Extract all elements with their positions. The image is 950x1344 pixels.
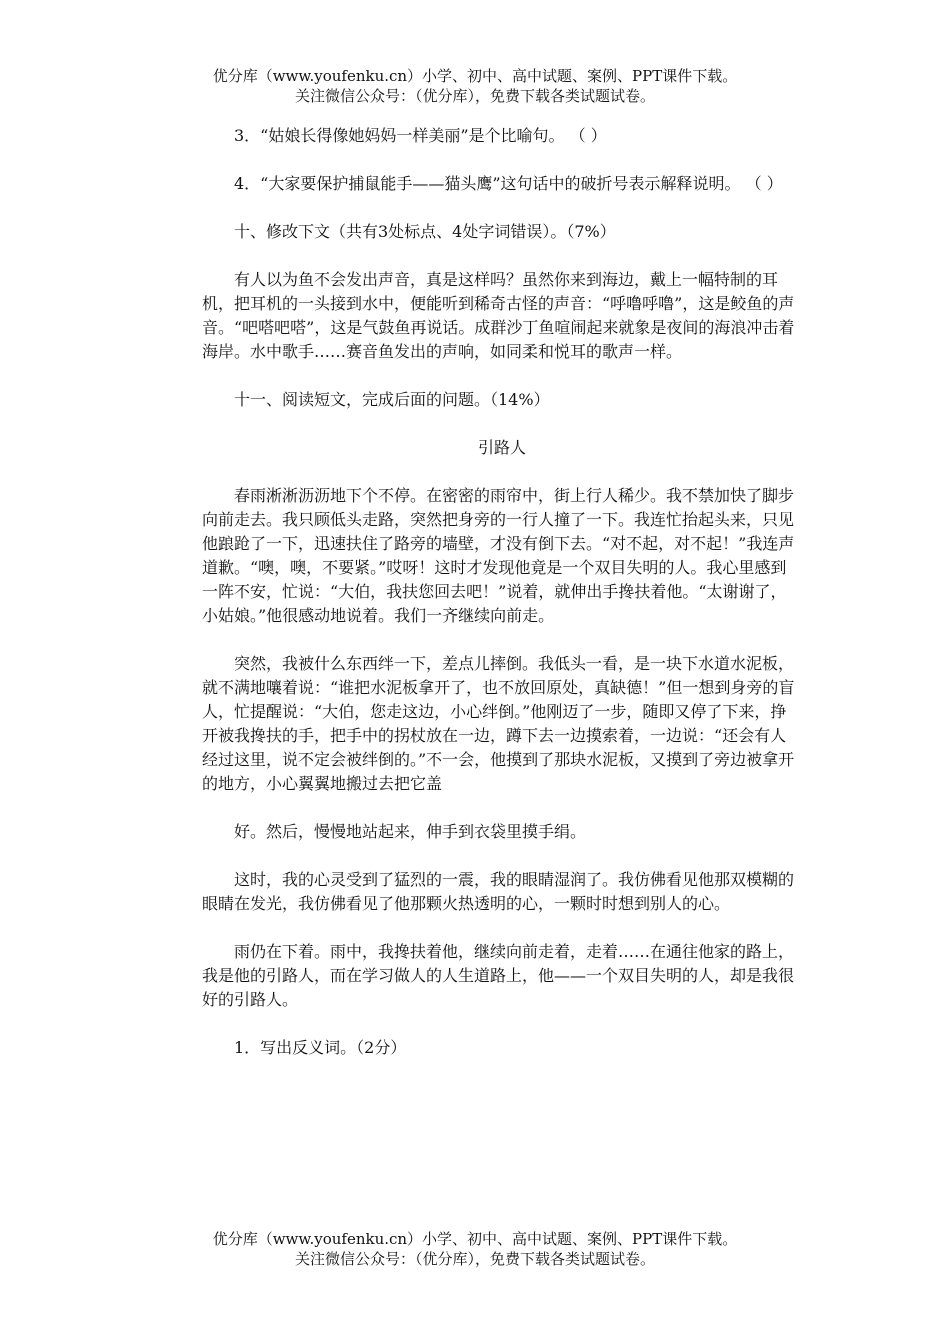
page-header (0, 66, 950, 106)
passage-paragraph: 春雨淅淅沥沥地下个不停。在密密的雨帘中，街上行人稀少。我不禁加快了脚步向前走去。我只顾低头走路，突然把身旁的一行人撞了一下。我连忙抬起头来，只见他踉跄了一下，迅速扶住了路旁的墙壁，才没有倒下去。“对不起，对不起！”我连声道歉。“噢，噢，不要紧。”哎呀！这时才发现他竟是一个双目失明的人。我心里感到一阵不安，忙说：“大伯，我扶您回去吧！”说着，就伸出手搀扶着他。“太谢谢了，小姑娘。”他很感动地说着。我们一齐继续向前走。 (202, 486, 795, 625)
passage-title: 引路人 (477, 438, 526, 457)
passage-paragraph: 好。然后，慢慢地站起来，伸手到衣袋里摸手绢。 (234, 822, 587, 841)
passage-paragraph: 这时，我的心灵受到了猛烈的一震，我的眼睛湿润了。我仿佛看见他那双模糊的眼睛在发光，我仿佛看见了他那颗火热透明的心，一颗时时想到别人的心。 (202, 870, 795, 913)
section-10-text: 有人以为鱼不会发出声音，真是这样吗？虽然你来到海边，戴上一幅特制的耳机，把耳机的一头接到水中，便能听到稀奇古怪的声音：“呼噜呼噜”，这是鲛鱼的声音。“吧嗒吧嗒”，这是气鼓鱼再说话。成群沙丁鱼喧闹起来就象是夜间的海浪冲击着海岸。水中歌手……赛音鱼发出的声响，如同柔和悦耳的歌声一样。 (202, 270, 795, 361)
header-line-1: 优分库（www.youfenku.cn）小学、初中、高中试题、案例、PPT课件下载。 (212, 67, 738, 85)
header-line-2: 关注微信公众号：（优分库），免费下载各类试题试卷。 (294, 87, 655, 105)
question-4: 4．“大家要保护捕鼠能手——猫头鹰”这句话中的破折号表示解释说明。 （ ） (234, 174, 783, 193)
section-10-heading: 十、修改下文（共有3处标点、4处字词错误）。（7%） (234, 222, 616, 241)
footer-line-2: 关注微信公众号：（优分库），免费下载各类试题试卷。 (294, 1250, 655, 1268)
document-body (202, 124, 802, 1084)
section-11-heading: 十一、阅读短文，完成后面的问题。（14%） (234, 390, 550, 409)
passage-question-1: 1．写出反义词。（2分） (234, 1038, 407, 1057)
passage-paragraph: 雨仍在下着。雨中，我搀扶着他，继续向前走着，走着……在通往他家的路上，我是他的引路人，而在学习做人的人生道路上，他——一个双目失明的人，却是我很好的引路人。 (202, 942, 795, 1009)
footer-line-1: 优分库（www.youfenku.cn）小学、初中、高中试题、案例、PPT课件下载。 (212, 1230, 738, 1248)
question-3: 3．“姑娘长得像她妈妈一样美丽”是个比喻句。 （ ） (234, 126, 607, 145)
passage-paragraph: 突然，我被什么东西绊一下，差点儿摔倒。我低头一看，是一块下水道水泥板，就不满地嚷着说：“谁把水泥板拿开了，也不放回原处，真缺德！”但一想到身旁的盲人，忙提醒说：“大伯，您走这边，小心绊倒。”他刚迈了一步，随即又停了下来，挣开被我搀扶的手，把手中的拐杖放在一边，蹲下去一边摸索着，一边说：“还会有人经过这里，说不定会被绊倒的。”不一会，他摸到了那块水泥板，又摸到了旁边被拿开的地方，小心翼翼地搬过去把它盖 (202, 654, 795, 793)
page-footer (0, 1229, 950, 1269)
